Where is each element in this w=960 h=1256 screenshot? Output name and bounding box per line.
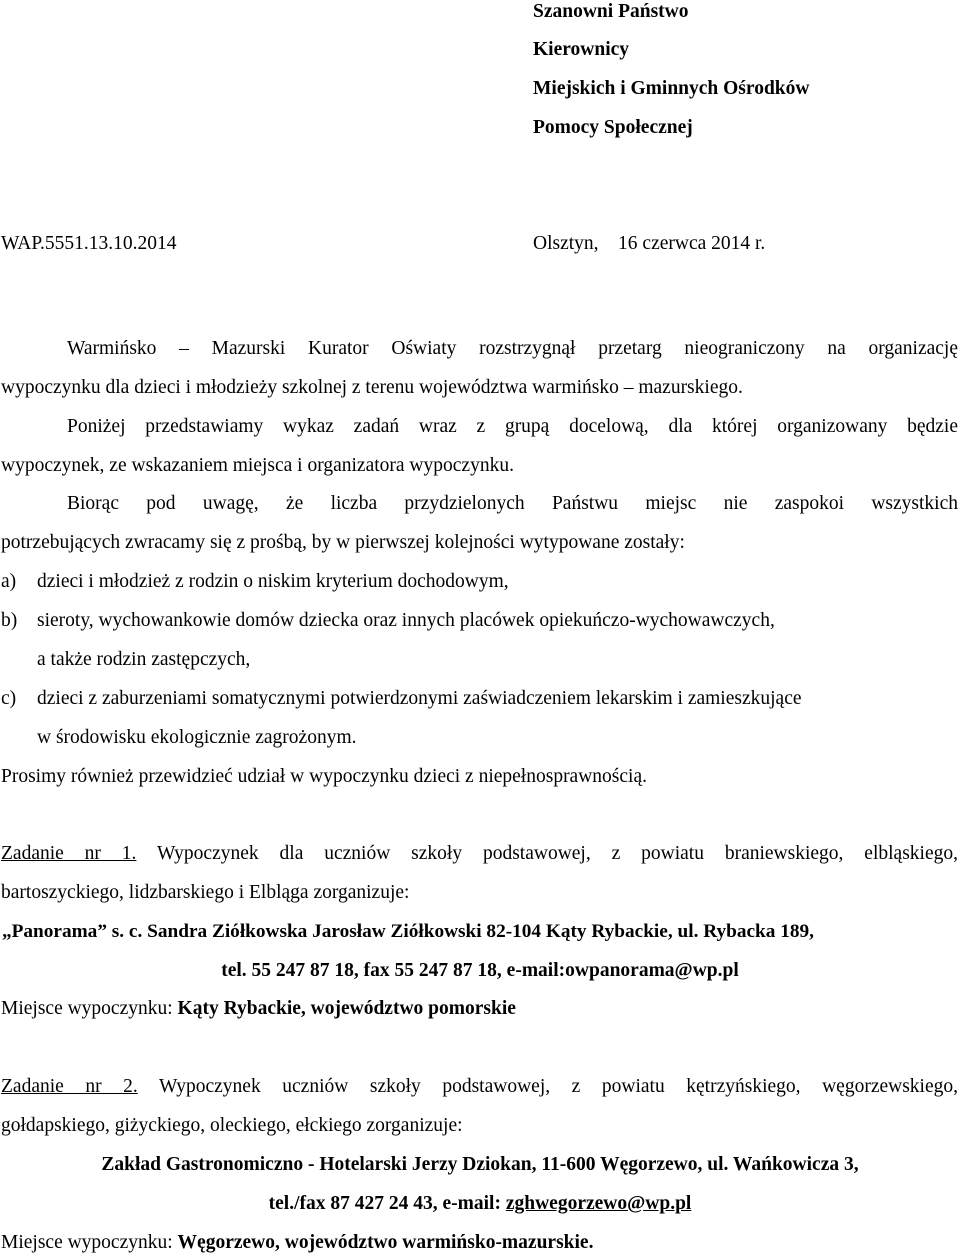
reference-number: WAP.5551.13.10.2014 (1, 233, 177, 254)
task-2-phone: tel./fax 87 427 24 43, e-mail: (268, 1193, 506, 1214)
task-2-place (1, 1231, 593, 1255)
task-2-organizer-line-1: Zakład Gastronomiczno - Hotelarski Jerzy Dziokan, 11-600 Węgorzewo, ul. Wańkowicza 3, (101, 1154, 859, 1175)
criteria-c-label: c) (1, 688, 17, 709)
criteria-a-text: dzieci i młodzież z rodzin o niskim kryterium dochodowym, (37, 571, 509, 592)
intro-paragraph-2-line-2: wypoczynek, ze wskazaniem miejsca i organizatora wypoczynku. (1, 455, 514, 476)
recipient-line-3: Miejskich i Gminnych Ośrodków (533, 78, 810, 99)
task-1-description: Wypoczynek dla uczniów szkoły podstawowej, z powiatu braniewskiego, elbląskiego, (156, 843, 958, 864)
task-1-place-value: Kąty Rybackie, województwo pomorskie (177, 998, 516, 1019)
task-2-email-link[interactable]: zghwegorzewo@wp.pl (505, 1193, 692, 1214)
disability-note: Prosimy również przewidzieć udział w wypoczynku dzieci z niepełnosprawnością. (1, 766, 647, 787)
task-2-organizer-line-2 (0, 1192, 960, 1216)
recipient-line-4: Pomocy Społecznej (533, 117, 693, 138)
task-2-label: Zadanie nr 2. (1, 1076, 138, 1097)
task-1-description-line-2: bartoszyckiego, lidzbarskiego i Elbląga zorganizuje: (1, 882, 410, 903)
recipient-line-2: Kierownicy (533, 39, 630, 60)
task-2-description-line-1 (1, 1075, 958, 1099)
task-2-place-value: Węgorzewo, województwo warmińsko-mazurskie. (177, 1232, 594, 1253)
criteria-c-continuation: w środowisku ekologicznie zagrożonym. (37, 727, 357, 748)
task-1-description-line-1 (1, 842, 958, 866)
task-1-organizer-line-1: „Panorama” s. c. Sandra Ziółkowska Jarosław Ziółkowski 82-104 Kąty Rybackie, ul. Rybacka 189, (2, 921, 814, 942)
recipient-line-1: Szanowni Państwo (533, 1, 689, 22)
criteria-b-label: b) (1, 610, 18, 631)
task-1-place-label: Miejsce wypoczynku: (1, 998, 178, 1019)
criteria-a-label: a) (1, 571, 17, 592)
intro-paragraph-3-line-2: potrzebujących zwracamy się z prośbą, by w pierwszej kolejności wytypowane zostały: (1, 532, 685, 553)
task-2-place-label: Miejsce wypoczynku: (1, 1232, 178, 1253)
task-1-place (1, 997, 516, 1021)
intro-paragraph-1-line-2: wypoczynku dla dzieci i młodzieży szkolnej z terenu województwa warmińsko – mazurskiego. (1, 377, 743, 398)
intro-paragraph-1-line-1: Warmińsko – Mazurski Kurator Oświaty rozstrzygnął przetarg nieograniczony na organizację (67, 338, 958, 359)
criteria-b-continuation: a także rodzin zastępczych, (37, 649, 251, 670)
task-1-label: Zadanie nr 1. (1, 843, 137, 864)
intro-paragraph-3-line-1: Biorąc pod uwagę, że liczba przydzielonych Państwu miejsc nie zaspokoi wszystkich (67, 493, 958, 514)
criteria-c-text: dzieci z zaburzeniami somatycznymi potwierdzonymi zaświadczeniem lekarskim i zamieszkujące (37, 688, 802, 709)
intro-paragraph-2-line-1: Poniżej przedstawiamy wykaz zadań wraz z grupą docelową, dla której organizowany będzie (67, 416, 958, 437)
criteria-b-text: sieroty, wychowankowie domów dziecka oraz innych placówek opiekuńczo-wychowawczych, (37, 610, 775, 631)
place-and-date: Olsztyn, 16 czerwca 2014 r. (533, 233, 766, 254)
task-2-description-line-2: gołdapskiego, giżyckiego, oleckiego, ełckiego zorganizuje: (1, 1115, 463, 1136)
task-2-description: Wypoczynek uczniów szkoły podstawowej, z powiatu kętrzyńskiego, węgorzewskiego, (159, 1076, 958, 1097)
task-1-organizer-line-2: tel. 55 247 87 18, fax 55 247 87 18, e-mail:owpanorama@wp.pl (221, 960, 739, 981)
